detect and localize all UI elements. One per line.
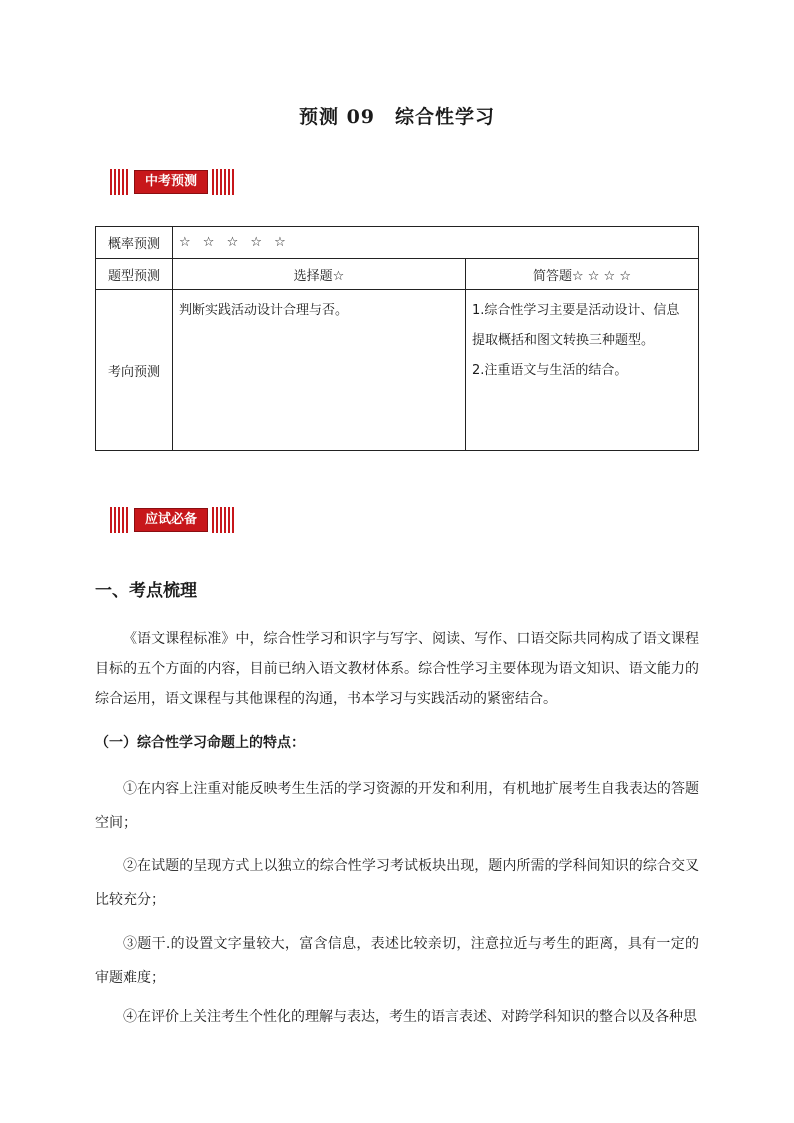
- banner-stripes-right: [212, 507, 236, 533]
- banner-stripes-left: [110, 169, 130, 195]
- list-item: ④在评价上关注考生个性化的理解与表达，考生的语言表述、对跨学科知识的整合以及各种思: [123, 1009, 697, 1025]
- table-row: [96, 290, 699, 451]
- section-banner-exam-essentials: [110, 507, 236, 533]
- direction-point-2: 2.注重语文与生活的结合。: [472, 363, 628, 378]
- list-item: ③题干.的设置文字量较大，富含信息，表述比较亲切，注意拉近与考生的距离，具有一定的审题难度；: [95, 936, 699, 986]
- list-item: ①在内容上注重对能反映考生生活的学习资源的开发和利用，有机地扩展考生自我表达的答题空间；: [95, 781, 699, 831]
- question-type-choice: 选择题☆: [173, 259, 466, 290]
- probability-stars: ☆ ☆ ☆ ☆ ☆: [173, 227, 699, 259]
- row-header-direction: 考向预测: [96, 290, 173, 451]
- page-title: 预测 09 综合性学习: [298, 106, 496, 128]
- table-row: [96, 227, 699, 259]
- intro-paragraph: 《语文课程标准》中，综合性学习和识字与写字、阅读、写作、口语交际共同构成了语文课程目标的五个方面的内容，目前已纳入语文教材体系。综合性学习主要体现为语文知识、语文能力的综合运用，语文课程与其他课程的沟通，书本学习与实践活动的紧密结合。: [95, 631, 699, 707]
- banner-stripes-left: [110, 507, 130, 533]
- direction-choice-text: 判断实践活动设计合理与否。: [179, 303, 349, 318]
- banner-label: 中考预测: [134, 170, 208, 194]
- banner-label: 应试必备: [134, 508, 208, 532]
- direction-short-answer: [466, 290, 699, 451]
- table-row: [96, 259, 699, 290]
- subsection-heading: （一）综合性学习命题上的特点：: [95, 735, 305, 751]
- question-type-short-answer: 简答题☆ ☆ ☆ ☆: [466, 259, 699, 290]
- banner-stripes-right: [212, 169, 236, 195]
- row-header-question-type: 题型预测: [96, 259, 173, 290]
- list-item: ②在试题的呈现方式上以独立的综合性学习考试板块出现，题内所需的学科间知识的综合交叉比较充分；: [95, 858, 699, 908]
- section-banner-exam-prediction: [110, 169, 236, 195]
- direction-choice: [173, 290, 466, 451]
- prediction-table: [95, 226, 699, 451]
- row-header-probability: 概率预测: [96, 227, 173, 259]
- section-heading: 一、考点梳理: [95, 581, 197, 601]
- direction-point-1: 1.综合性学习主要是活动设计、信息提取概括和图文转换三种题型。: [472, 303, 680, 348]
